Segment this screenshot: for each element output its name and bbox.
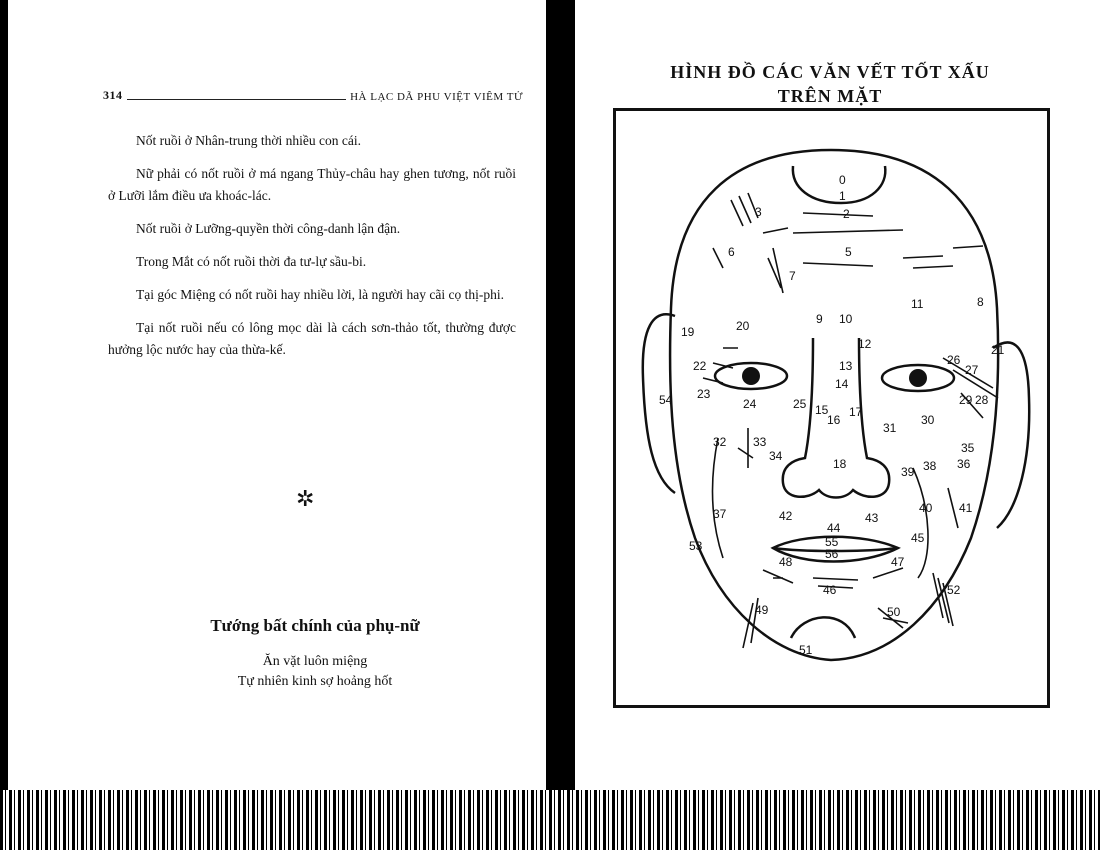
- body-text: [108, 130, 516, 372]
- label-44: 44: [827, 521, 841, 535]
- label-42: 42: [779, 509, 793, 523]
- label-46: 46: [823, 583, 837, 597]
- label-17: 17: [849, 405, 863, 419]
- figure-title-line1: HÌNH ĐỒ CÁC VĂN VẾT TỐT XẤU: [670, 62, 990, 82]
- label-14: 14: [835, 377, 849, 391]
- label-18: 18: [833, 457, 847, 471]
- label-37: 37: [713, 507, 727, 521]
- label-26: 26: [947, 353, 961, 367]
- label-1: 1: [839, 189, 846, 203]
- label-16: 16: [827, 413, 841, 427]
- label-10: 10: [839, 312, 853, 326]
- label-50: 50: [887, 605, 901, 619]
- label-29: 29: [959, 393, 973, 407]
- section-line: Tự nhiên kinh sợ hoảng hốt: [237, 674, 393, 689]
- label-22: 22: [693, 359, 707, 373]
- label-31: 31: [883, 421, 897, 435]
- paragraph: Trong Mắt có nốt ruồi thời đa tư-lự sầu-bi.: [136, 254, 367, 269]
- label-7: 7: [789, 269, 796, 283]
- label-21: 21: [991, 343, 1005, 357]
- label-43: 43: [865, 511, 879, 525]
- face-labels: [659, 173, 1005, 657]
- header-rule: [127, 99, 347, 100]
- paragraph: Tại nốt ruồi nếu có lông mọc dài là cách sơn-thảo tốt, thường được hưởng lộc nước hay của thừa-kế.: [108, 320, 516, 357]
- label-3: 3: [755, 205, 762, 219]
- label-6: 6: [728, 245, 735, 259]
- label-54: 54: [659, 393, 673, 407]
- book-title: HÀ LẠC DÃ PHU VIỆT VIÊM TỬ: [350, 91, 523, 103]
- label-39: 39: [901, 465, 915, 479]
- label-30: 30: [921, 413, 935, 427]
- section-title: Tướng bất chính của phụ-nữ: [210, 616, 420, 635]
- section-line: Ăn vặt luôn miệng: [262, 654, 368, 669]
- label-24: 24: [743, 397, 757, 411]
- chin-arc: [791, 617, 855, 638]
- gutter-shadow: [546, 0, 575, 800]
- figure-title: [600, 60, 1060, 108]
- label-13: 13: [839, 359, 853, 373]
- label-52: 52: [947, 583, 961, 597]
- label-32: 32: [713, 435, 727, 449]
- label-15: 15: [815, 403, 829, 417]
- page-number: 314: [103, 88, 123, 102]
- figure-title-line2: TRÊN MẶT: [777, 86, 883, 106]
- paragraph: Nữ phải có nốt ruồi ở má ngang Thủy-châu hay ghen tương, nốt ruồi ở Lưỡi lắm điều ưa khoác-lác.: [108, 166, 516, 203]
- label-45: 45: [911, 531, 925, 545]
- label-2: 2: [843, 207, 850, 221]
- label-11: 11: [911, 297, 924, 311]
- label-48: 48: [779, 555, 793, 569]
- label-20: 20: [736, 319, 750, 333]
- label-49: 49: [755, 603, 769, 617]
- paragraph: Nốt ruồi ở Lưỡng-quyền thời công-danh lận đận.: [136, 221, 401, 236]
- label-12: 12: [858, 337, 872, 351]
- running-head: [103, 88, 523, 103]
- paragraph: Tại góc Miệng có nốt ruồi hay nhiều lời, là người hay cãi cọ thị-phi.: [136, 287, 505, 302]
- face-diagram: [613, 108, 1050, 708]
- label-53: 53: [689, 539, 703, 553]
- label-33: 33: [753, 435, 767, 449]
- label-23: 23: [697, 387, 711, 401]
- scan-edge-stripes: [0, 790, 1100, 850]
- label-27: 27: [965, 363, 979, 377]
- label-34: 34: [769, 449, 783, 463]
- wrinkle-lines: [703, 193, 998, 648]
- label-35: 35: [961, 441, 975, 455]
- label-5: 5: [845, 245, 852, 259]
- label-19: 19: [681, 325, 695, 339]
- label-40: 40: [919, 501, 933, 515]
- label-9: 9: [816, 312, 823, 326]
- label-41: 41: [959, 501, 973, 515]
- label-51: 51: [799, 643, 813, 657]
- paragraph: Nốt ruồi ở Nhân-trung thời nhiều con cái.: [136, 133, 361, 148]
- label-47: 47: [891, 555, 905, 569]
- label-25: 25: [793, 397, 807, 411]
- label-0: 0: [839, 173, 846, 187]
- label-56: 56: [825, 547, 839, 561]
- label-28: 28: [975, 393, 989, 407]
- label-38: 38: [923, 459, 937, 473]
- label-8: 8: [977, 295, 984, 309]
- label-55: 55: [825, 535, 839, 549]
- ornament-star: ✲: [296, 486, 315, 511]
- label-36: 36: [957, 457, 971, 471]
